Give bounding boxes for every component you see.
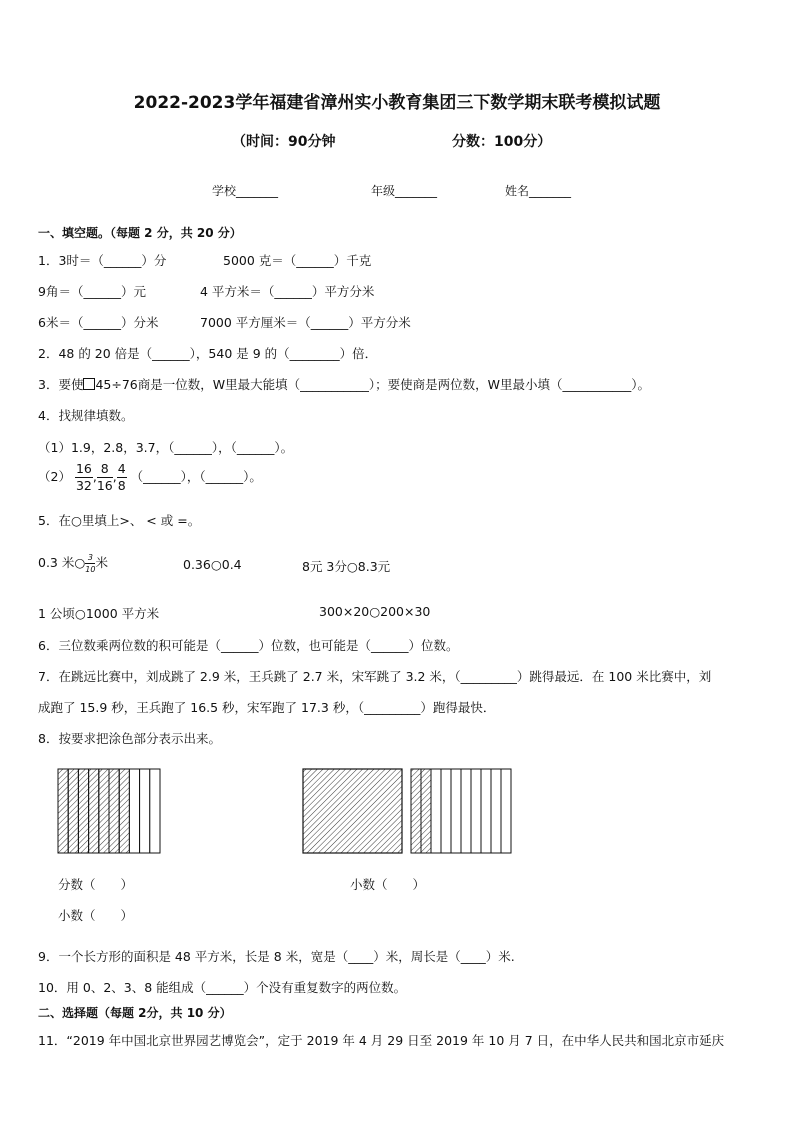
q5-e: 300×20○200×30	[319, 604, 431, 619]
q5-d: 1 公顷○1000 平方米	[38, 606, 160, 621]
q1-b: 5000 克＝（______）千克	[223, 253, 372, 268]
figure-1-strip-5-shaded	[99, 769, 109, 853]
q3-text: 45÷76商是一位数，W里最大能填（___________）；要使商是两位数，W里最小填（___________）。	[95, 377, 650, 392]
exam-time: （时间：90分钟	[232, 134, 336, 150]
fraction-8-16: $\frac{8}{16}$	[96, 461, 113, 493]
q4-title: 4．找规律填数。	[38, 408, 134, 423]
q5-a: 0.3 米○ $\frac{3}{10}$ 米	[38, 552, 108, 574]
q1-c: 9角＝（______）元	[38, 284, 146, 299]
figure-1-strip-1-shaded	[58, 769, 68, 853]
q7-line1: 7．在跳远比赛中，刘成跳了 2.9 米，王兵跳了 2.7 米，宋军跳了 3.2 米，（_________）跳得最远．在 100 米比赛中，刘	[38, 669, 712, 684]
figure-2-shaded	[303, 769, 402, 853]
figure-1-strip-3-shaded	[78, 769, 88, 853]
figure-3-strip-5	[451, 769, 461, 853]
q4-part2-tail: （______），（______）。	[130, 469, 262, 484]
name-field[interactable]: 姓名_______	[505, 184, 572, 198]
figure-1-strips[interactable]	[58, 769, 160, 853]
q8-fraction-label: 分数（ ）	[58, 877, 134, 892]
figure-1-strip-8	[129, 769, 139, 853]
figure-3-strip-8	[481, 769, 491, 853]
figure-3-strip-6	[461, 769, 471, 853]
q1-e: 6米＝（______）分米	[38, 315, 159, 330]
q3-prefix: 3．要使	[38, 377, 84, 392]
figure-1-strip-6-shaded	[109, 769, 119, 853]
figure-1-strip-9	[140, 769, 150, 853]
q7-line2: 成跑了 15.9 秒，王兵跑了 16.5 秒，宋军跑了 17.3 秒，（_________）跑得最快．	[38, 700, 496, 715]
q5-c: 8元 3分○8.3元	[302, 559, 391, 574]
fraction-3-10: $\frac{3}{10}$	[85, 552, 96, 574]
q11: 11．“2019 年中国北京世界园艺博览会”，定于 2019 年 4 月 29 日至 2019 年 10 月 7 日，在中华人民共和国北京市延庆	[38, 1033, 725, 1048]
q3	[38, 375, 650, 393]
section-2-heading: 二、选择题（每题 2分，共 10 分）	[38, 1006, 232, 1020]
q1-d: 4 平方米＝（______）平方分米	[200, 284, 375, 299]
q4-part2: （2） $\frac{16}{32}$ , $\frac{8}{16}$ , $\frac{4}{8}$ （______），（______）。	[38, 461, 262, 493]
q6: 6．三位数乘两位数的积可能是（______）位数，也可能是（______）位数。	[38, 638, 459, 653]
figure-1-strip-10	[150, 769, 160, 853]
q4-part1: （1）1.9，2.8，3.7，（______），（______）。	[38, 440, 294, 455]
q1-a: 1．3时＝（______）分	[38, 253, 167, 268]
q10: 10．用 0、2、3、8 能组成（______）个没有重复数字的两位数。	[38, 980, 407, 995]
exam-score: 分数：100分）	[452, 134, 552, 150]
school-field[interactable]: 学校_______	[212, 184, 279, 198]
q8-decimal-label-left: 小数（ ）	[58, 908, 134, 923]
q5-title: 5．在○里填上>、 < 或 =。	[38, 513, 201, 528]
figure-3-strip-2-shaded	[421, 769, 431, 853]
q1-f: 7000 平方厘米＝（______）平方分米	[200, 315, 411, 330]
q2: 2．48 的 20 倍是（______），540 是 9 的（________）倍．	[38, 346, 378, 361]
q8-title: 8．按要求把涂色部分表示出来。	[38, 731, 221, 746]
figure-3-strip-1-shaded	[411, 769, 421, 853]
section-1-heading: 一、填空题。（每题 2 分，共 20 分）	[38, 226, 242, 240]
figure-3-strips[interactable]	[411, 769, 511, 853]
figure-3-strip-10	[501, 769, 511, 853]
figure-1-strip-7-shaded	[119, 769, 129, 853]
fraction-4-8: $\frac{4}{8}$	[117, 461, 126, 493]
figure-3-strip-9	[491, 769, 501, 853]
figure-3-strip-4	[441, 769, 451, 853]
q4-part2-label: （2）	[38, 469, 71, 484]
q5-b: 0.36○0.4	[183, 557, 242, 572]
q9: 9．一个长方形的面积是 48 平方米，长是 8 米，宽是（____）米，周长是（____）米.	[38, 949, 515, 964]
figure-3-strip-7	[471, 769, 481, 853]
figure-1-strip-4-shaded	[89, 769, 99, 853]
figure-3-strip-3	[431, 769, 441, 853]
blank-square-icon	[83, 378, 95, 390]
fraction-16-32: $\frac{16}{32}$	[75, 461, 92, 493]
figure-1-strip-2-shaded	[68, 769, 78, 853]
figure-2-square[interactable]	[303, 769, 402, 853]
exam-title: 2022-2023学年福建省漳州实小教育集团三下数学期末联考模拟试题	[133, 93, 661, 113]
grade-field[interactable]: 年级_______	[371, 184, 438, 198]
q8-decimal-label-right: 小数（ ）	[350, 877, 426, 892]
